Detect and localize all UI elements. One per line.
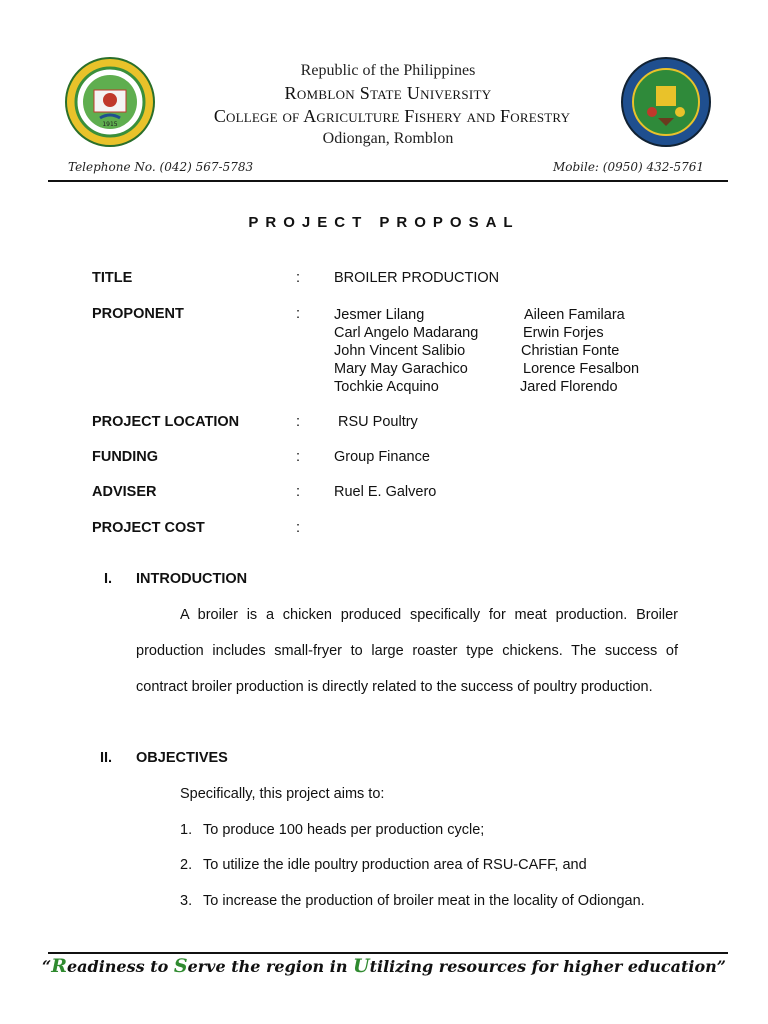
field-label: TITLE	[92, 270, 133, 286]
section-heading: OBJECTIVES	[136, 750, 228, 766]
college-seal-icon	[620, 56, 712, 148]
objectives-lead: Specifically, this project aims to:	[180, 786, 385, 802]
college-name: College of Agriculture Fishery and Forestry	[213, 106, 571, 126]
proponent-list	[334, 306, 674, 396]
proponent-name: Aileen Familara	[524, 307, 625, 323]
motto-text: erve the region in	[187, 957, 354, 976]
proponent-name: Tochkie Acquino	[334, 379, 439, 395]
footer-motto	[0, 955, 768, 977]
mobile-number: Mobile: (0950) 432-5761	[552, 160, 704, 174]
proponent-row	[334, 360, 674, 378]
proponent-name: Lorence Fesalbon	[523, 361, 640, 377]
proponent-name: Christian Fonte	[521, 343, 620, 359]
proponent-row	[334, 324, 674, 342]
field-value: Group Finance	[334, 449, 430, 465]
proponent-name: Mary May Garachico	[334, 361, 468, 377]
field-label: PROJECT LOCATION	[92, 414, 240, 430]
section-heading: INTRODUCTION	[136, 571, 248, 587]
motto-quote-close: ”	[716, 957, 726, 976]
field-colon: :	[296, 449, 301, 465]
field-value: Ruel E. Galvero	[334, 484, 437, 500]
motto-letter-s: S	[173, 955, 188, 977]
telephone-number: Telephone No. (042) 567-5783	[68, 160, 254, 174]
republic-line: Republic of the Philippines	[300, 62, 476, 79]
objective-number: 3.	[180, 893, 193, 909]
field-colon: :	[296, 520, 301, 536]
objective-number: 2.	[180, 857, 193, 873]
section-number: I.	[104, 571, 113, 587]
proponent-name: Erwin Forjes	[523, 325, 604, 341]
letterhead	[48, 52, 728, 182]
proponent-row	[334, 342, 674, 360]
campus-location: Odiongan, Romblon	[322, 130, 454, 147]
motto-quote-open: “	[41, 957, 52, 976]
field-colon: :	[296, 414, 301, 430]
field-colon: :	[296, 484, 301, 500]
field-label: PROPONENT	[92, 306, 184, 322]
footer-divider	[48, 952, 728, 954]
proponent-row	[334, 378, 674, 396]
motto-text: tilizing resources for higher education	[369, 957, 717, 976]
university-seal-icon	[64, 56, 156, 148]
document-title: PROJECT PROPOSAL	[248, 214, 520, 231]
field-value: RSU Poultry	[334, 414, 418, 430]
motto-letter-r: R	[51, 955, 67, 977]
field-value: BROILER PRODUCTION	[334, 270, 500, 286]
field-label: ADVISER	[92, 484, 157, 500]
objective-number: 1.	[180, 822, 193, 838]
motto-letter-u: U	[353, 955, 370, 977]
field-colon: :	[296, 270, 301, 286]
proponent-name: Jared Florendo	[520, 379, 618, 395]
proponent-name: Jesmer Lilang	[334, 307, 425, 323]
objective-text: To utilize the idle poultry production area of RSU-CAFF, and	[203, 857, 587, 873]
field-colon: :	[296, 306, 301, 322]
section-number: II.	[100, 750, 113, 766]
svg-text:1915: 1915	[102, 121, 118, 128]
introduction-paragraph	[136, 597, 678, 705]
objective-text: To increase the production of broiler meat in the locality of Odiongan.	[203, 893, 645, 909]
proponent-row	[334, 306, 674, 324]
field-label: FUNDING	[92, 449, 159, 465]
motto-text: eadiness to	[66, 957, 174, 976]
objective-text: To produce 100 heads per production cycle;	[203, 822, 485, 838]
introduction-text: A broiler is a chicken produced specifically for meat production. Broiler production includes small-fryer to large roaster type chickens. The success of contract broiler production is directly related to the success of poultry production.	[136, 607, 678, 695]
university-name: Romblon State University	[284, 83, 492, 103]
field-label: PROJECT COST	[92, 520, 205, 536]
proponent-name: Carl Angelo Madarang	[334, 325, 479, 341]
header-divider	[48, 180, 728, 182]
proponent-name: John Vincent Salibio	[334, 343, 466, 359]
